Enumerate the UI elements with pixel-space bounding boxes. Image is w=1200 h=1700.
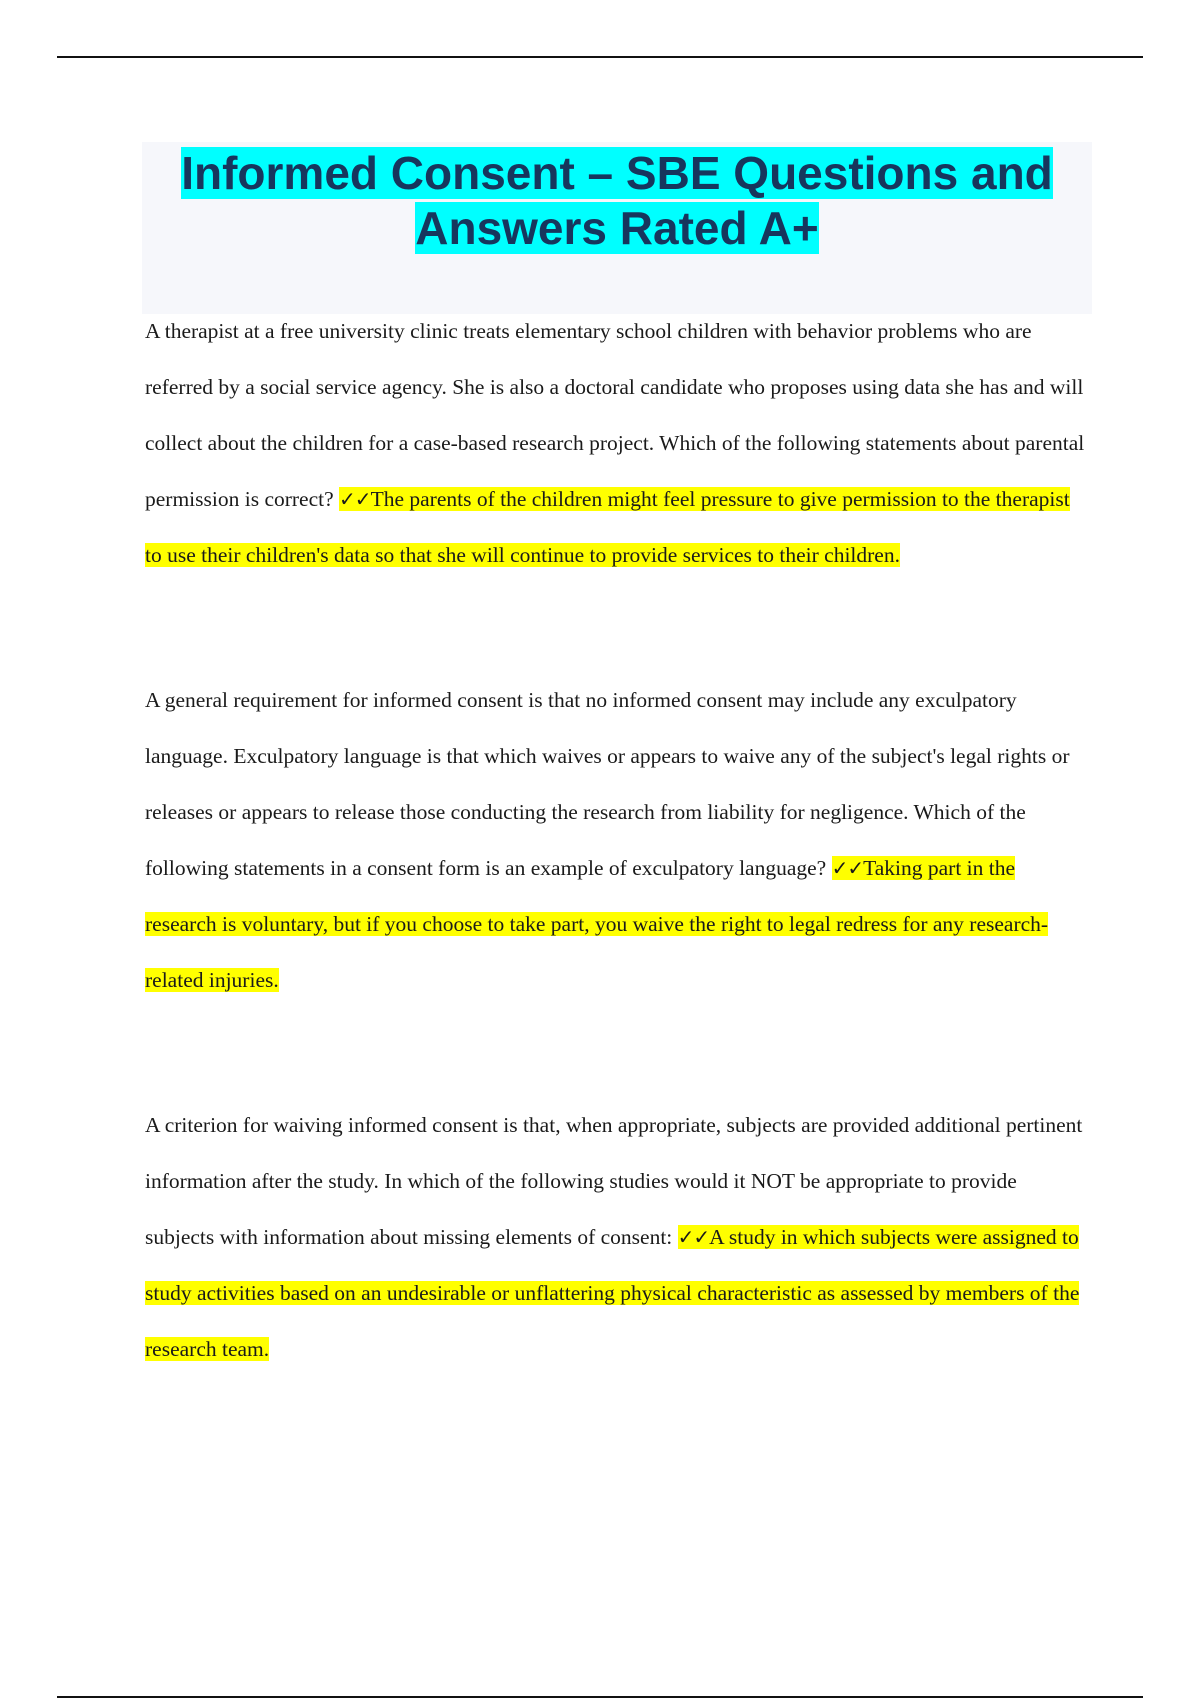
answer-text: The parents of the children might feel pressure to give permission to the therapist to use their children's data so that she will continue to provide services to their children. bbox=[145, 487, 1070, 567]
question-text: A general requirement for informed consent is that no informed consent may include any exculpatory language. Exculpatory language is that which waives or appears to waive any of the subject's legal rights or releases or appears to release those conducting the research from liability for negligence. Which of the following statements in a consent form is an example of exculpatory language? bbox=[145, 688, 1070, 880]
answer-text: Taking part in the research is voluntary, but if you choose to take part, you waive the right to legal redress for any research-related injuries. bbox=[145, 856, 1049, 992]
bottom-rule bbox=[57, 1696, 1143, 1698]
top-rule bbox=[57, 56, 1143, 58]
title-line-1: Informed Consent – SBE Questions and bbox=[181, 147, 1053, 199]
double-check-icon: ✓✓ bbox=[677, 1225, 710, 1249]
answer-text: A study in which subjects were assigned to study activities based on an undesirable or unflattering physical characteristic as assessed by members of the research team. bbox=[145, 1225, 1080, 1361]
question-text: A criterion for waiving informed consent is that, when appropriate, subjects are provided additional pertinent information after the study. In which of the following studies would it NOT be appropriate to provide subjects with information about missing elements of consent: bbox=[145, 1113, 1083, 1249]
qa-item-2 bbox=[145, 672, 1085, 1008]
document-title bbox=[142, 142, 1092, 256]
double-check-icon: ✓✓ bbox=[831, 856, 864, 880]
title-block bbox=[142, 142, 1092, 314]
qa-item-1 bbox=[145, 303, 1085, 583]
double-check-icon: ✓✓ bbox=[339, 487, 371, 511]
qa-item-3 bbox=[145, 1097, 1085, 1377]
title-line-2: Answers Rated A+ bbox=[415, 202, 819, 254]
qa-content bbox=[145, 303, 1085, 1377]
question-text: A therapist at a free university clinic treats elementary school children with behavior problems who are referred by a social service agency. She is also a doctoral candidate who proposes using data she has and will collect about the children for a case-based research project. Which of the following statements about parental permission is correct? bbox=[145, 319, 1085, 511]
